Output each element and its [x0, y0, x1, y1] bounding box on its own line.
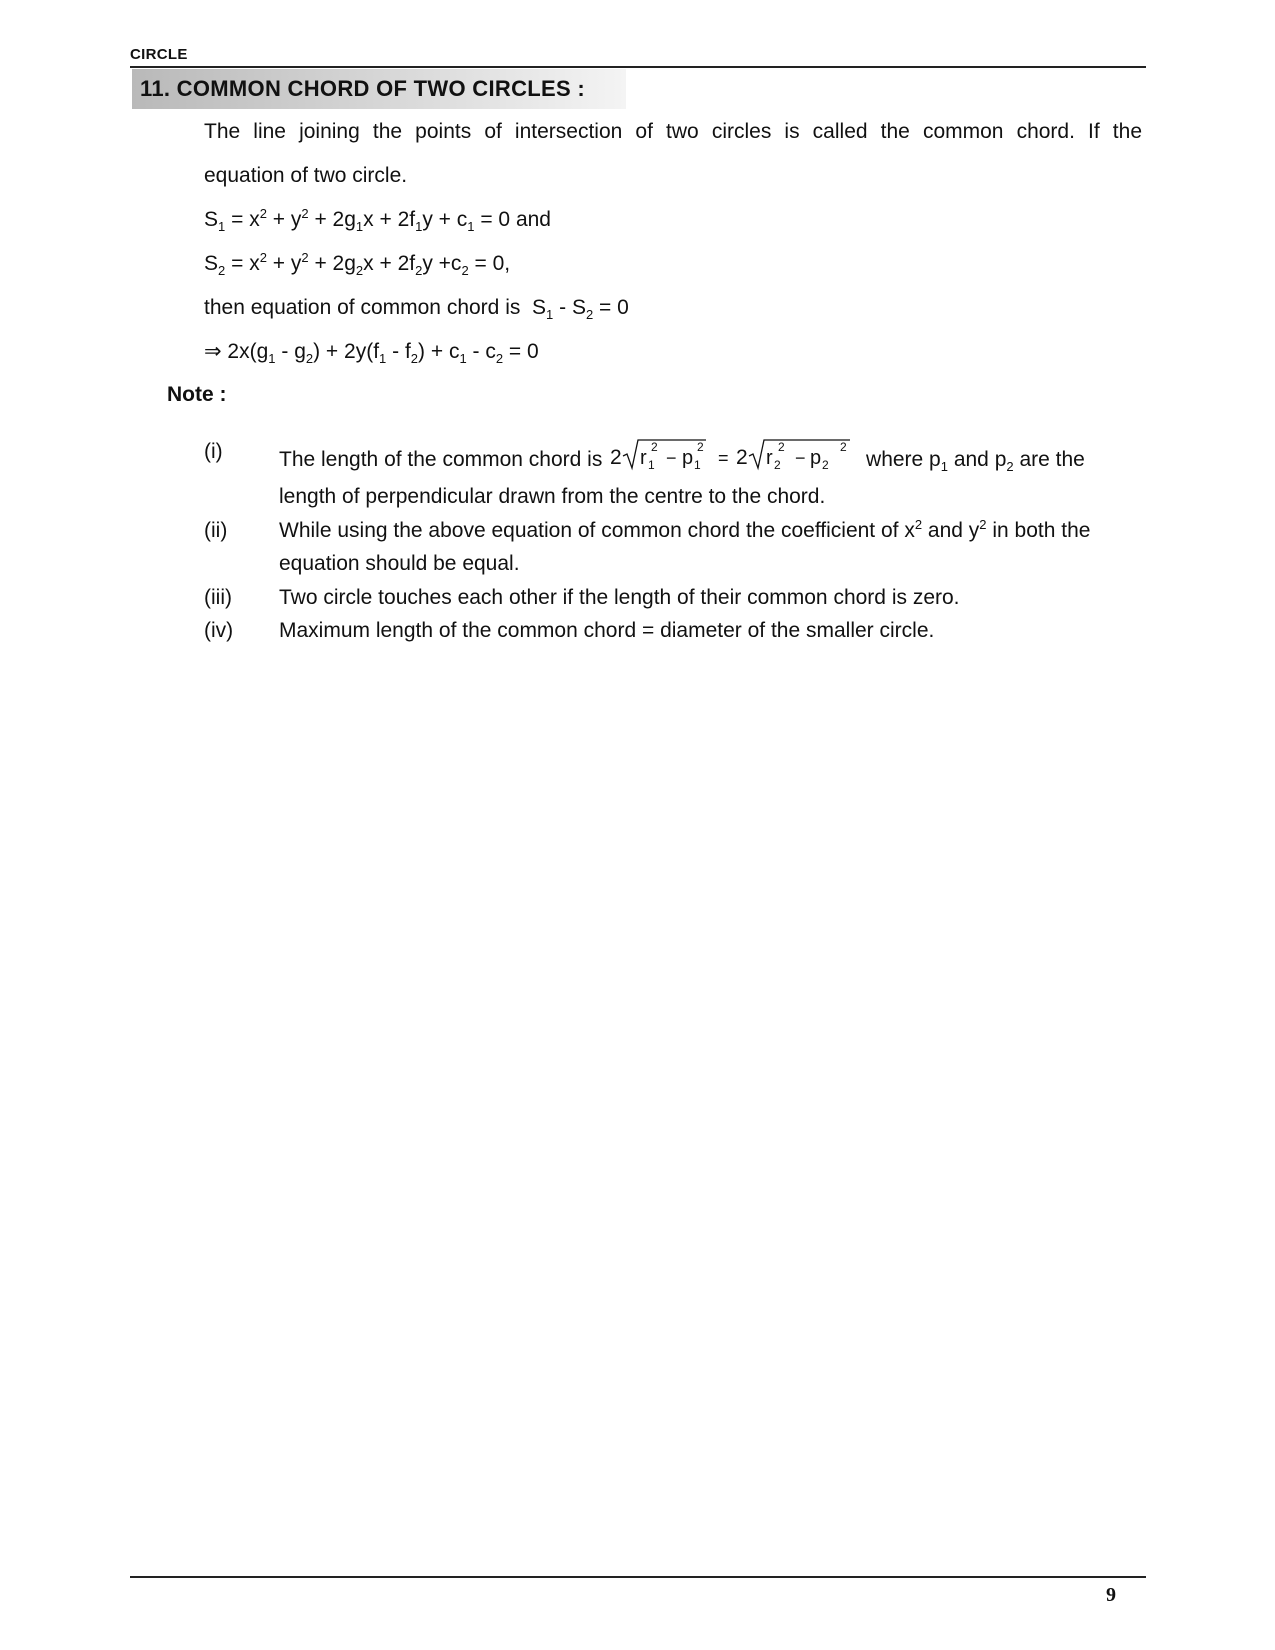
section-title: 11. COMMON CHORD OF TWO CIRCLES : [132, 69, 626, 109]
formula-r2: r [766, 447, 773, 469]
intro-paragraph-line1: The line joining the points of intersection of two circles is called the common chord. If the [204, 120, 1142, 143]
formula-p1-sup: 2 [697, 440, 704, 454]
intro-paragraph-line2: equation of two circle. [204, 164, 408, 187]
formula-r1: r [640, 447, 647, 469]
formula-coef-2: 2 [736, 446, 748, 469]
page-number: 9 [1106, 1584, 1116, 1606]
formula-minus-1: − [666, 448, 677, 468]
note-text-i-line2: length of perpendicular drawn from the centre to the chord. [279, 485, 826, 508]
equation-s2: $S_2 = x^2 + y^2 + 2g_2x + 2f_2y +c_2 = 0$, [204, 250, 511, 278]
formula-r2-sub: 2 [774, 458, 781, 472]
note-text-iv: Maximum length of the common chord = diameter of the smaller circle. [279, 619, 935, 642]
note-text-i: The length of the common chord is 2 r 1 2 − p 1 2 = 2 r 2 2 − p 2 2 where $p_1$ and $p_2$ are the [279, 438, 1145, 480]
note-text-iii: Two circle touches each other if the length of their common chord is zero. [279, 586, 960, 609]
note-text-ii: While using the above equation of common chord the coefficient of $x^2$ and $y^2$ in both the [279, 517, 1091, 542]
note-number-iii: (iii) [204, 586, 232, 609]
running-header: CIRCLE [130, 46, 188, 63]
header-rule [130, 66, 1146, 68]
formula-p2: p [810, 447, 822, 469]
footer-rule [130, 1576, 1146, 1578]
chord-length-formula [610, 438, 858, 480]
formula-minus-2: − [795, 448, 806, 468]
note-number-ii: (ii) [204, 519, 228, 542]
formula-r1-sup: 2 [651, 440, 658, 454]
note-number-i: (i) [204, 440, 223, 463]
formula-equals: = [718, 448, 729, 468]
formula-r1-sub: 1 [648, 458, 655, 472]
equation-s1: $S_1 = x^2 + y^2 + 2g_1x + 2f_1y + c_1 = 0$ and [204, 206, 551, 234]
note-text-ii-line2: equation should be equal. [279, 552, 520, 575]
formula-coef-1: 2 [610, 446, 622, 469]
common-chord-equation: then equation of common chord is $S_1 - S_2 = 0$ [204, 296, 629, 322]
formula-p2-sup: 2 [840, 440, 847, 454]
implied-equation: ⇒ $2x(g_1 - g_2) + 2y(f_1 - f_2) + c_1 - c_2 = 0$ [204, 340, 539, 366]
note-label: Note : [167, 383, 227, 406]
formula-p2-sub: 2 [822, 458, 829, 472]
formula-p1: p [682, 447, 694, 469]
formula-r2-sup: 2 [778, 440, 785, 454]
note-number-iv: (iv) [204, 619, 234, 642]
formula-p1-sub: 1 [694, 458, 701, 472]
